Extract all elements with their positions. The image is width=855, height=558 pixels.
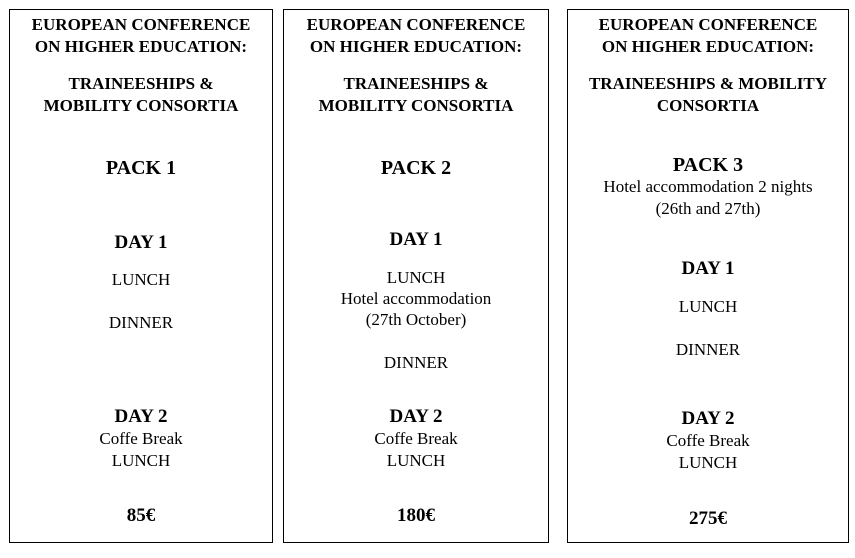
day1-item-dinner: DINNER — [675, 340, 741, 359]
pack-2-card — [283, 9, 549, 543]
conference-subtitle-line1: TRAINEESHIPS & — [343, 74, 489, 93]
conference-subtitle-line2: CONSORTIA — [656, 96, 760, 115]
conference-title-line2: ON HIGHER EDUCATION: — [309, 37, 523, 56]
pack-1-card — [9, 9, 273, 543]
day2-item-coffee-break: Coffe Break — [666, 431, 750, 450]
day2-item-lunch: LUNCH — [678, 453, 738, 472]
day2-item-lunch: LUNCH — [386, 451, 446, 470]
day1-item-dinner: DINNER — [108, 313, 174, 332]
day1-item-lunch: LUNCH — [386, 268, 446, 287]
pack-title: PACK 3 — [672, 154, 744, 176]
conference-title-line1: EUROPEAN CONFERENCE — [306, 15, 526, 34]
day2-title: DAY 2 — [681, 408, 735, 429]
day2-item-coffee-break: Coffe Break — [374, 429, 458, 448]
day1-item-hotel-date: (27th October) — [365, 310, 467, 329]
pack-title: PACK 2 — [380, 157, 452, 179]
day2-item-coffee-break: Coffe Break — [99, 429, 183, 448]
conference-title-line1: EUROPEAN CONFERENCE — [31, 15, 251, 34]
day1-title: DAY 1 — [114, 232, 168, 253]
day1-title: DAY 1 — [389, 229, 443, 250]
pack-price: 275€ — [689, 508, 727, 529]
pack-price: 180€ — [397, 505, 435, 526]
day1-item-hotel: Hotel accommodation — [340, 289, 492, 308]
day1-title: DAY 1 — [681, 258, 735, 279]
conference-subtitle-line2: MOBILITY CONSORTIA — [318, 96, 514, 115]
conference-subtitle-line2: MOBILITY CONSORTIA — [43, 96, 239, 115]
pack-3-card — [567, 9, 849, 543]
conference-subtitle-line1: TRAINEESHIPS & — [68, 74, 214, 93]
day2-title: DAY 2 — [114, 406, 168, 427]
day1-item-lunch: LUNCH — [678, 297, 738, 316]
conference-title-line2: ON HIGHER EDUCATION: — [601, 37, 815, 56]
pack-title: PACK 1 — [105, 157, 177, 179]
day1-item-lunch: LUNCH — [111, 270, 171, 289]
conference-title-line2: ON HIGHER EDUCATION: — [34, 37, 248, 56]
pack-price: 85€ — [126, 505, 156, 526]
day2-title: DAY 2 — [389, 406, 443, 427]
pack-note-line1: Hotel accommodation 2 nights — [603, 177, 813, 196]
day2-item-lunch: LUNCH — [111, 451, 171, 470]
conference-title-line1: EUROPEAN CONFERENCE — [598, 15, 818, 34]
pack-note-line2: (26th and 27th) — [655, 199, 761, 218]
day1-item-dinner: DINNER — [383, 353, 449, 372]
conference-subtitle-line1: TRAINEESHIPS & MOBILITY — [588, 74, 828, 93]
